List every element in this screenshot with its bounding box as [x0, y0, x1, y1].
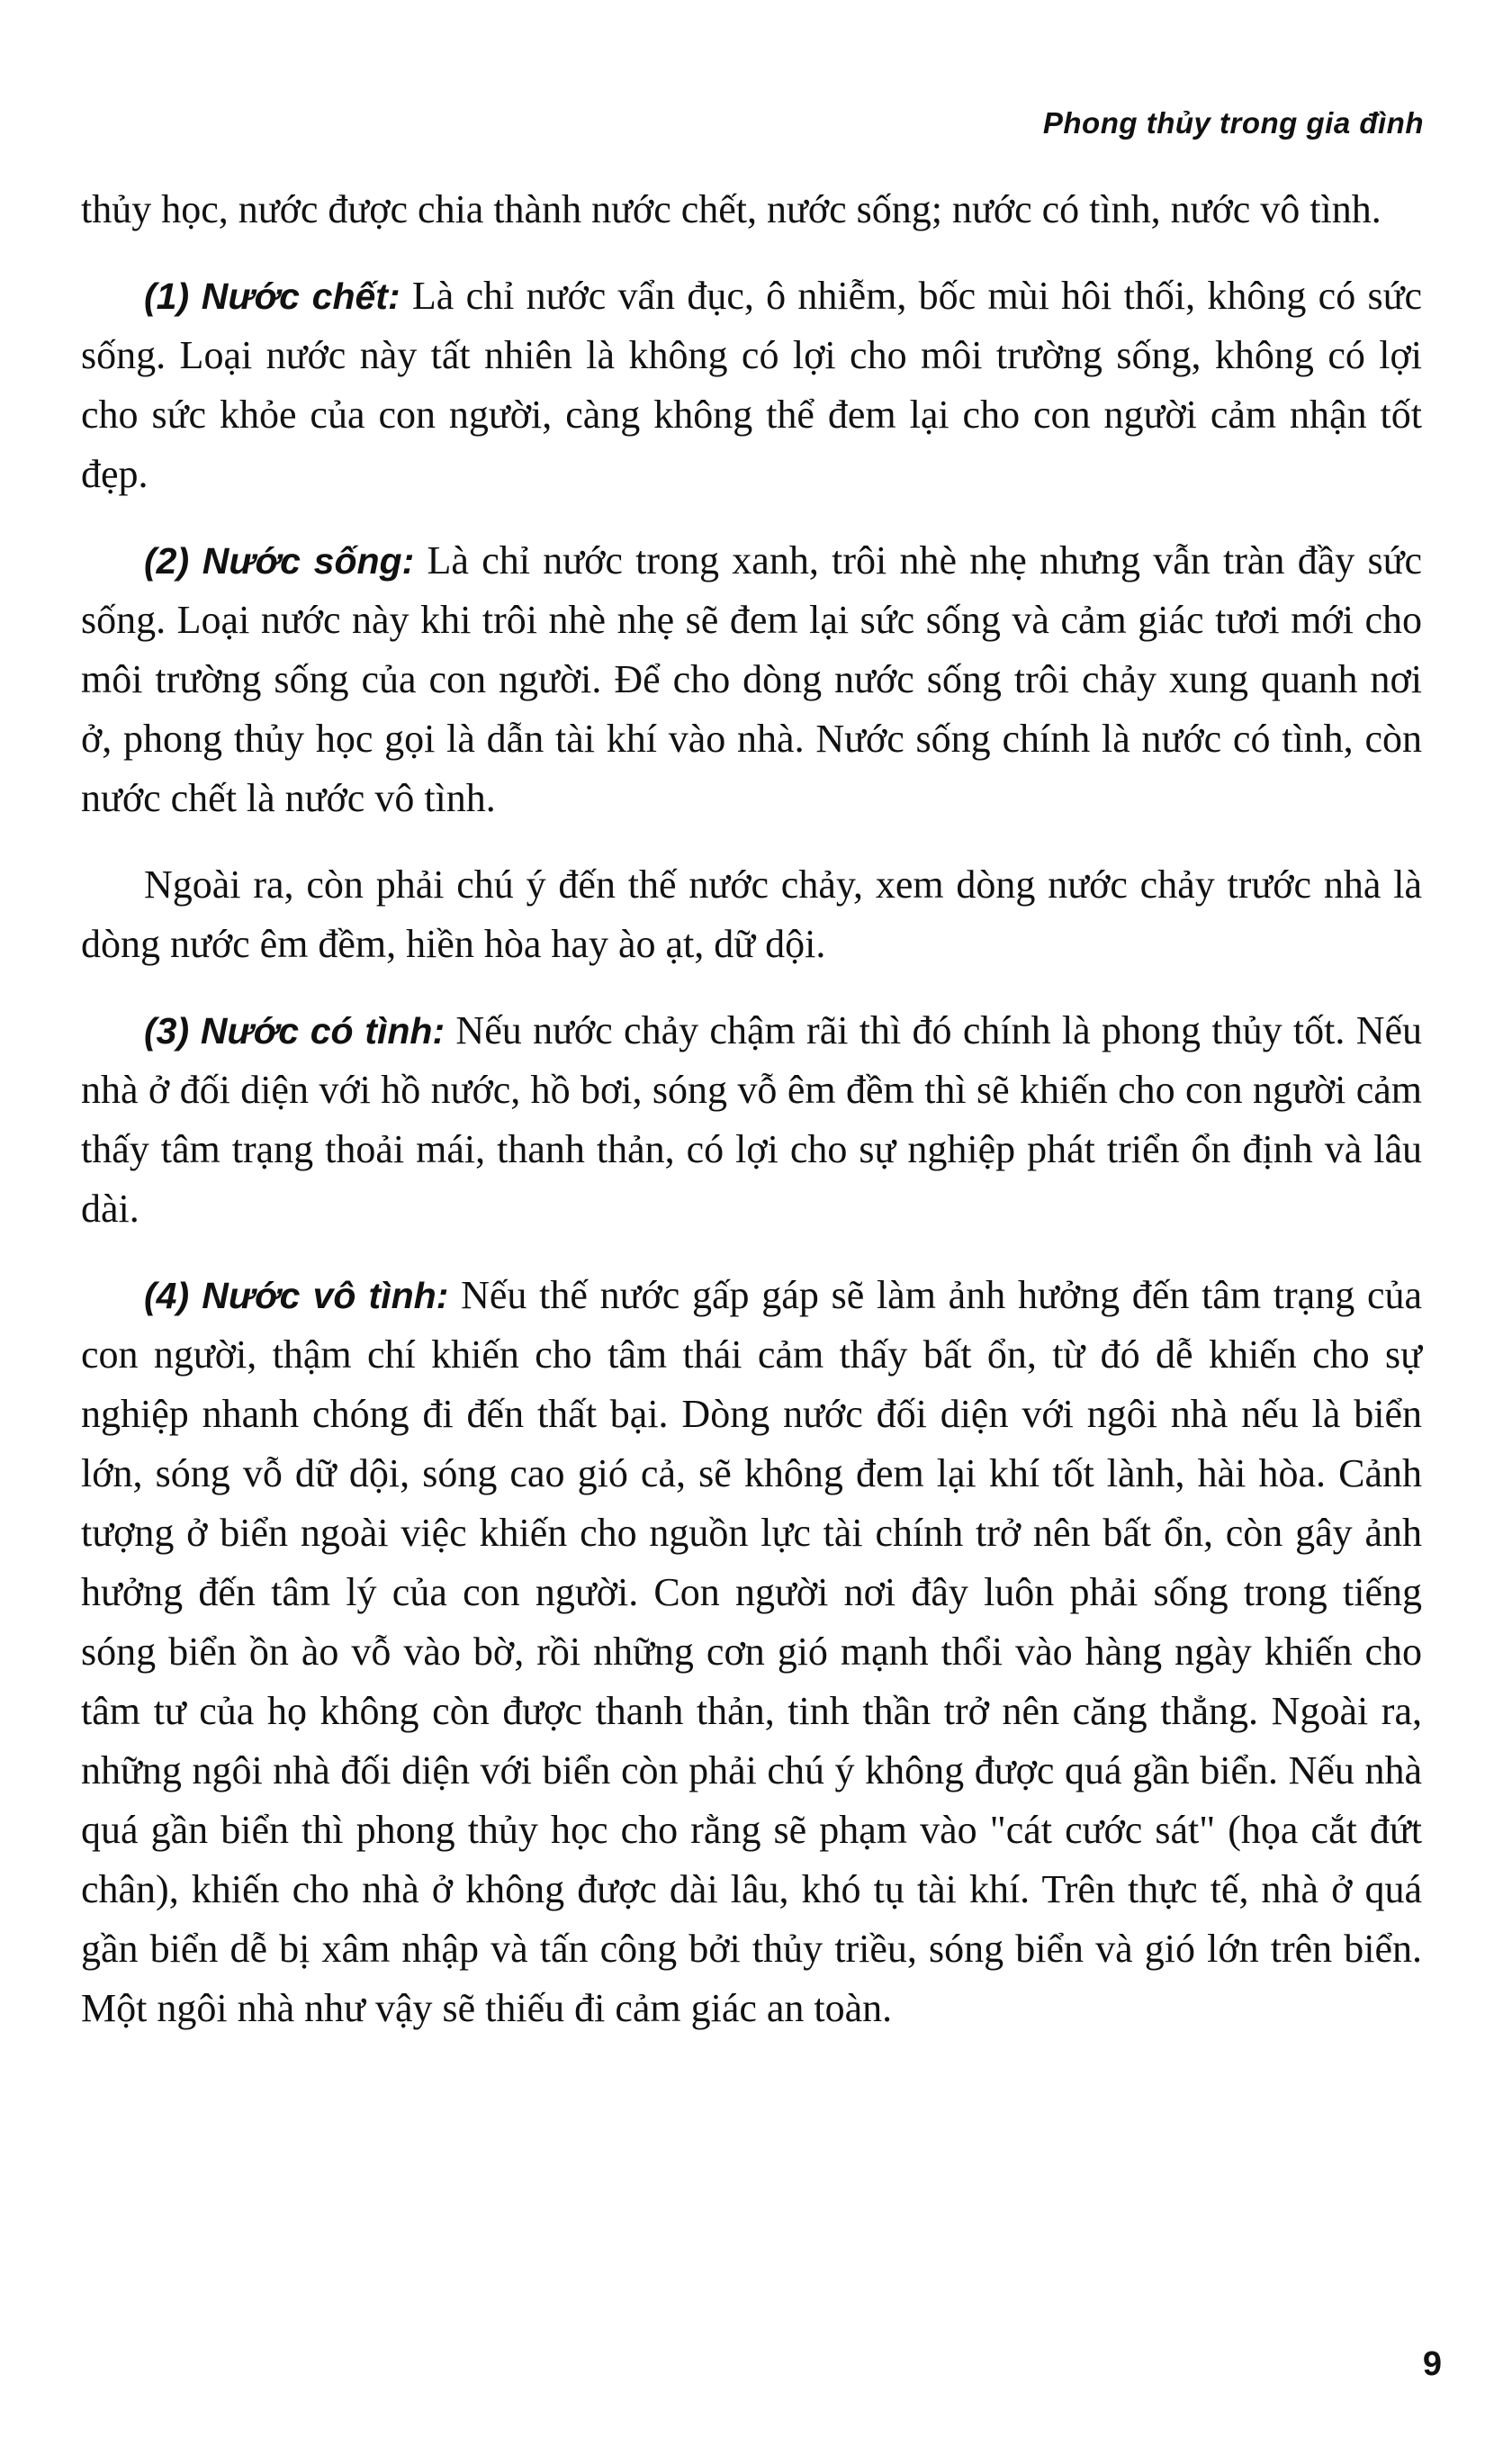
paragraph-lead: (2) Nước sống: [144, 540, 415, 582]
paragraph-text: Nếu thế nước gấp gáp sẽ làm ảnh hưởng đến tâm trạng của con người, thậm chí khiến cho tâm thái cảm thấy bất ổn, từ đó dễ khiến cho sự nghiệp nhanh chóng đi đến thất bại. Dòng nước đối diện với ngôi nhà nếu là biển lớn, sóng vỗ dữ dội, sóng cao gió cả, sẽ không đem lại khí tốt lành, hài hòa. Cảnh tượng ở biển ngoài việc khiến cho nguồn lực tài chính trở nên bất ổn, còn gây ảnh hưởng đến tâm lý của con người. Con người nơi đây luôn phải sống trong tiếng sóng biển ồn ào vỗ vào bờ, rồi những cơn gió mạnh thổi vào hàng ngày khiến cho tâm tư của họ không còn được thanh thản, tinh thần trở nên căng thẳng. Ngoài ra, những ngôi nhà đối diện với biển còn phải chú ý không được quá gần biển. Nếu nhà quá gần biển thì phong thủy học cho rằng sẽ phạm vào "cát cước sát" (họa cắt đứt chân), khiến cho nhà ở không được dài lâu, khó tụ tài khí. Trên thực tế, nhà ở quá gần biển dễ bị xâm nhập và tấn công bởi thủy triều, sóng biển và gió lớn trên biển. Một ngôi nhà như vậy sẽ thiếu đi cảm giác an toàn. [81, 1273, 1423, 2030]
body-text [81, 180, 1422, 2065]
paragraph-intro [81, 180, 1422, 239]
paragraph-text: Nếu nước chảy chậm rãi thì đó chính là phong thủy tốt. Nếu nhà ở đối diện với hồ nước, hồ bơi, sóng vỗ êm đềm thì sẽ khiến cho con người cảm thấy tâm trạng thoải mái, thanh thản, có lợi cho sự nghiệp phát triển ổn định và lâu dài. [81, 1008, 1422, 1231]
paragraph-text: Là chỉ nước trong xanh, trôi nhè nhẹ nhưng vẫn tràn đầy sức sống. Loại nước này khi trôi nhè nhẹ sẽ đem lại sức sống và cảm giác tươi mới cho môi trường sống của con người. Để cho dòng nước sống trôi chảy xung quanh nơi ở, phong thủy học gọi là dẫn tài khí vào nhà. Nước sống chính là nước có tình, còn nước chết là nước vô tình. [81, 538, 1423, 820]
paragraph-lead: (1) Nước chết: [144, 275, 400, 317]
paragraph-lead: (3) Nước có tình: [144, 1010, 446, 1052]
paragraph-sentient-water [81, 1001, 1422, 1239]
paragraph-insentient-water [81, 1266, 1422, 2038]
paragraph-text: Là chỉ nước vẩn đục, ô nhiễm, bốc mùi hôi thối, không có sức sống. Loại nước này tất nhiên là không có lợi cho môi trường sống, không có lợi cho sức khỏe của con người, càng không thể đem lại cho con người cảm nhận tốt đẹp. [81, 274, 1422, 496]
page-number: 9 [1422, 2345, 1442, 2383]
paragraph-dead-water [81, 266, 1422, 504]
paragraph-text: thủy học, nước được chia thành nước chết, nước sống; nước có tình, nước vô tình. [81, 187, 1382, 231]
paragraph-living-water [81, 531, 1422, 828]
paragraph-lead: (4) Nước vô tình: [144, 1275, 449, 1316]
paragraph-text: Ngoài ra, còn phải chú ý đến thế nước chảy, xem dòng nước chảy trước nhà là dòng nước êm đềm, hiền hòa hay ào ạt, dữ dội. [81, 862, 1422, 966]
paragraph-flow-note [81, 855, 1422, 974]
running-header: Phong thủy trong gia đình [1042, 106, 1424, 140]
